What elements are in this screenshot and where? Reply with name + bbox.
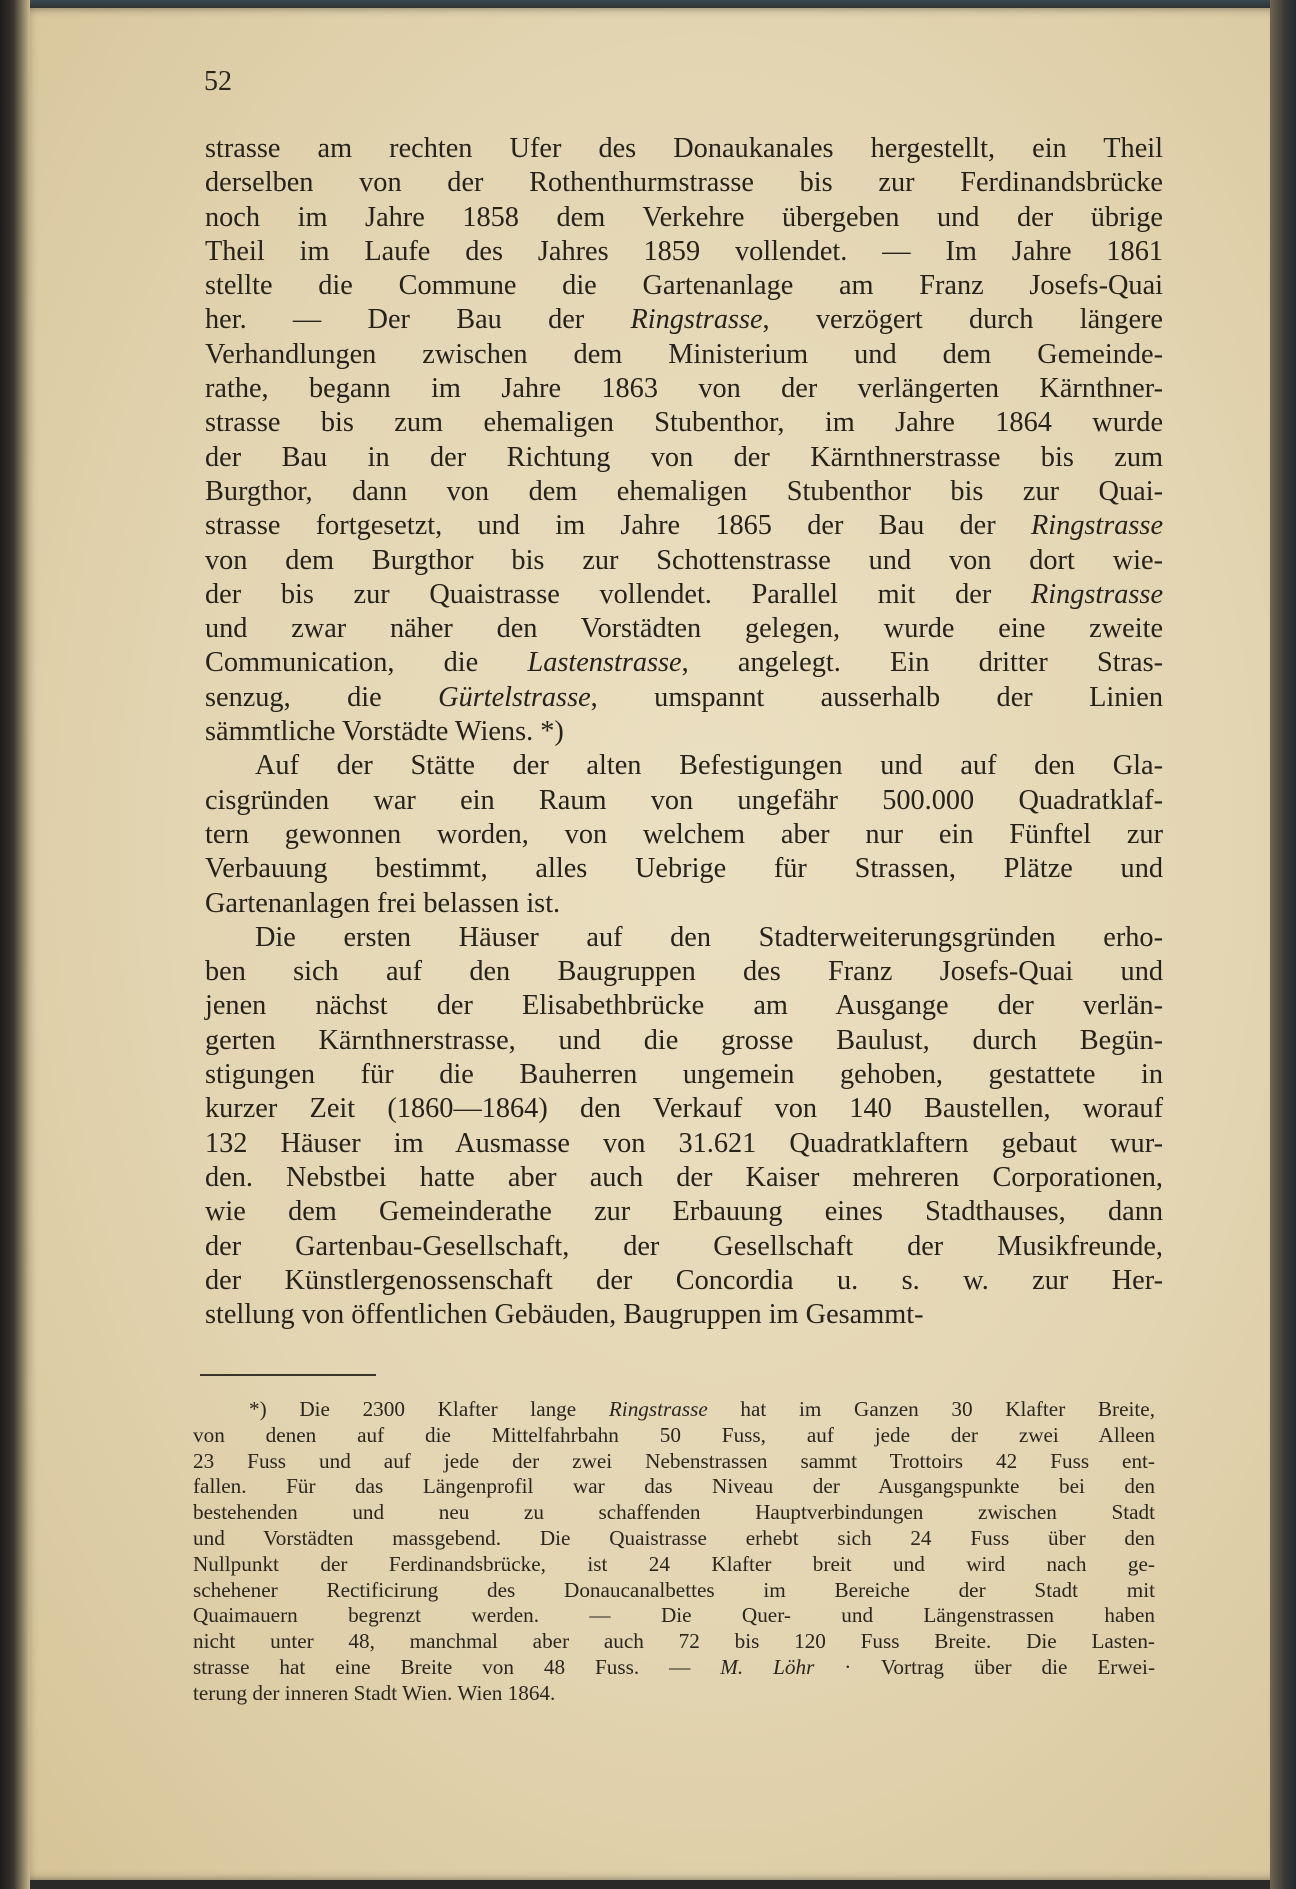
italic-term: Lastenstrasse — [527, 647, 682, 679]
text-line: derselben von der Rothenthurmstrasse bis zur Ferdinandsbrücke — [205, 167, 1163, 199]
text-line: der Künstlergenossenschaft der Concordia u. s. w. zur Her- — [205, 1264, 1163, 1296]
italic-term: Ringstrasse — [630, 304, 763, 336]
text-line: und zwar näher den Vorstädten gelegen, wurde eine zweite — [205, 613, 1163, 645]
footnote-line: terung der inneren Stadt Wien. Wien 1864. — [193, 1680, 556, 1705]
footnote-line: nicht unter 48, manchmal aber auch 72 bis 120 Fuss Breite. Die Lasten- — [193, 1629, 1155, 1654]
text-line: kurzer Zeit (1860—1864) den Verkauf von 140 Baustellen, worauf — [205, 1093, 1163, 1125]
text-line: Gartenanlagen frei belassen ist. — [205, 887, 561, 919]
text-line: Verhandlungen zwischen dem Ministerium und dem Gemeinde- — [205, 338, 1163, 370]
text-line: Communication, die Lastenstrasse, angelegt. Ein dritter Stras- — [205, 647, 1163, 679]
text-line: noch im Jahre 1858 dem Verkehre übergeben und der übrige — [205, 201, 1163, 233]
footnote-line: fallen. Für das Längenprofil war das Niveau der Ausgangspunkte bei den — [193, 1474, 1155, 1499]
text-line: senzug, die Gürtelstrasse, umspannt ausserhalb der Linien — [205, 681, 1163, 713]
book-spine-shadow — [0, 0, 30, 1889]
text-line: Die ersten Häuser auf den Stadterweiterungsgründen erho- — [255, 921, 1163, 953]
footnote-line: Nullpunkt der Ferdinandsbrücke, ist 24 Klafter breit und wird nach ge- — [193, 1551, 1155, 1576]
footnote-separator — [200, 1374, 376, 1376]
text-line: jenen nächst der Elisabethbrücke am Ausgange der verlän- — [205, 990, 1163, 1022]
footnote-line: *) Die 2300 Klafter lange Ringstrasse hat im Ganzen 30 Klafter Breite, — [249, 1397, 1155, 1421]
text-line: den. Nebstbei hatte aber auch der Kaiser mehreren Corporationen, — [205, 1161, 1163, 1193]
text-line: strasse am rechten Ufer des Donaukanales hergestellt, ein Theil — [205, 133, 1163, 164]
text-line: wie dem Gemeinderathe zur Erbauung eines Stadthauses, dann — [205, 1196, 1163, 1228]
text-line: stellung von öffentlichen Gebäuden, Baugruppen im Gesammt- — [205, 1299, 924, 1331]
footnote — [193, 1397, 1155, 1707]
footnote-line: und Vorstädten massgebend. Die Quaistrasse erhebt sich 24 Fuss über den — [193, 1525, 1155, 1550]
italic-term: Ringstrasse — [1030, 578, 1163, 610]
text-line: der Bau in der Richtung von der Kärnthnerstrasse bis zum — [205, 441, 1163, 473]
paragraph-1 — [205, 132, 1163, 749]
italic-term: Gürtelstrasse — [438, 681, 591, 713]
italic-term: M. Löhr — [720, 1654, 815, 1679]
text-line: von dem Burgthor bis zur Schottenstrasse und von dort wie- — [205, 544, 1163, 576]
text-line: tern gewonnen worden, von welchem aber nur ein Fünftel zur — [205, 818, 1163, 850]
text-line: sämmtliche Vorstädte Wiens. *) — [205, 716, 564, 748]
footnote-line: strasse hat eine Breite von 48 Fuss. — M. Löhr · Vortrag über die Erwei- — [193, 1654, 1155, 1679]
footnote-line: von denen auf die Mittelfahrbahn 50 Fuss, auf jede der zwei Alleen — [193, 1422, 1155, 1447]
text-line: der Gartenbau-Gesellschaft, der Gesellschaft der Musikfreunde, — [205, 1230, 1163, 1262]
text-line: der bis zur Quaistrasse vollendet. Parallel mit der Ringstrasse — [205, 578, 1163, 610]
text-line: Auf der Stätte der alten Befestigungen und auf den Gla- — [255, 750, 1163, 782]
text-line: Verbauung bestimmt, alles Uebrige für Strassen, Plätze und — [205, 853, 1163, 885]
footnote-line: 23 Fuss und auf jede der zwei Nebenstrassen sammt Trottoirs 42 Fuss ent- — [193, 1448, 1155, 1473]
text-line: stigungen für die Bauherren ungemein gehoben, gestattete in — [205, 1059, 1163, 1091]
text-line: gerten Kärnthnerstrasse, und die grosse Baulust, durch Begün- — [205, 1024, 1163, 1056]
text-line: stellte die Commune die Gartenanlage am Franz Josefs-Quai — [205, 270, 1163, 302]
paragraph-2 — [205, 749, 1163, 920]
italic-term: Ringstrasse — [1030, 510, 1163, 542]
page-number: 52 — [204, 66, 232, 97]
italic-term: Ringstrasse — [608, 1397, 708, 1421]
text-line: ben sich auf den Baugruppen des Franz Josefs-Quai und — [205, 956, 1163, 988]
text-line: her. — Der Bau der Ringstrasse, verzögert durch längere — [205, 304, 1163, 336]
footnote-line: schehener Rectificirung des Donaucanalbettes im Bereiche der Stadt mit — [193, 1577, 1155, 1602]
text-line: strasse fortgesetzt, und im Jahre 1865 der Bau der Ringstrasse — [205, 510, 1163, 542]
text-line: 132 Häuser im Ausmasse von 31.621 Quadratklaftern gebaut wur- — [205, 1127, 1163, 1159]
footnote-line: bestehenden und neu zu schaffenden Hauptverbindungen zwischen Stadt — [193, 1500, 1155, 1525]
paragraph-3 — [205, 921, 1163, 1333]
text-line: rathe, begann im Jahre 1863 von der verlängerten Kärnthner- — [205, 373, 1163, 405]
text-line: strasse bis zum ehemaligen Stubenthor, im Jahre 1864 wurde — [205, 407, 1163, 439]
text-line: Theil im Laufe des Jahres 1859 vollendet. — Im Jahre 1861 — [205, 235, 1163, 267]
text-line: Burgthor, dann von dem ehemaligen Stubenthor bis zur Quai- — [205, 475, 1163, 507]
text-line: cisgründen war ein Raum von ungefähr 500.000 Quadratklaf- — [205, 784, 1163, 816]
footnote-line: Quaimauern begrenzt werden. — Die Quer- und Längenstrassen haben — [193, 1603, 1155, 1628]
body-text — [205, 132, 1163, 1332]
book-cover-edge — [1270, 0, 1296, 1889]
